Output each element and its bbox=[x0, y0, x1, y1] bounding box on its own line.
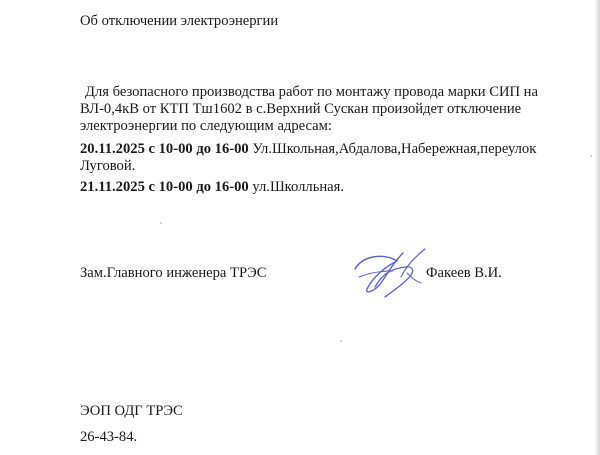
paper-speck bbox=[590, 155, 592, 157]
document-title: Об отключении электроэнергии bbox=[80, 13, 279, 29]
schedule-item-1 bbox=[80, 141, 566, 175]
schedule-addresses-1: Ул.Школьная,Абдалова,Набережная,переулок Луговой. bbox=[80, 141, 537, 174]
signatory-name: Факеев В.И. bbox=[426, 265, 502, 281]
paper-speck bbox=[160, 222, 162, 224]
footer-phone: 26-43-84. bbox=[80, 429, 138, 445]
schedule-item-2 bbox=[80, 179, 566, 196]
schedule-datetime-1: 20.11.2025 с 10-00 до 16-00 bbox=[80, 141, 249, 157]
handwritten-signature bbox=[345, 247, 435, 303]
notice-paragraph-text: Для безопасного производства работ по монтажу провода марки СИП на ВЛ-0,4кВ от КТП Тш1602 в с.Верхний Сускан произойдет отключение электроэнергии по следующим адресам: bbox=[80, 84, 538, 134]
signatory-position: Зам.Главного инженера ТРЭС bbox=[80, 265, 267, 281]
paper-speck bbox=[340, 340, 342, 342]
page-edge-shadow bbox=[594, 0, 600, 455]
schedule-datetime-2: 21.11.2025 с 10-00 до 16-00 bbox=[80, 179, 249, 195]
notice-paragraph bbox=[80, 84, 566, 135]
schedule-addresses-2: ул.Школльная. bbox=[248, 179, 344, 195]
footer-department: ЭОП ОДГ ТРЭС bbox=[80, 403, 183, 419]
